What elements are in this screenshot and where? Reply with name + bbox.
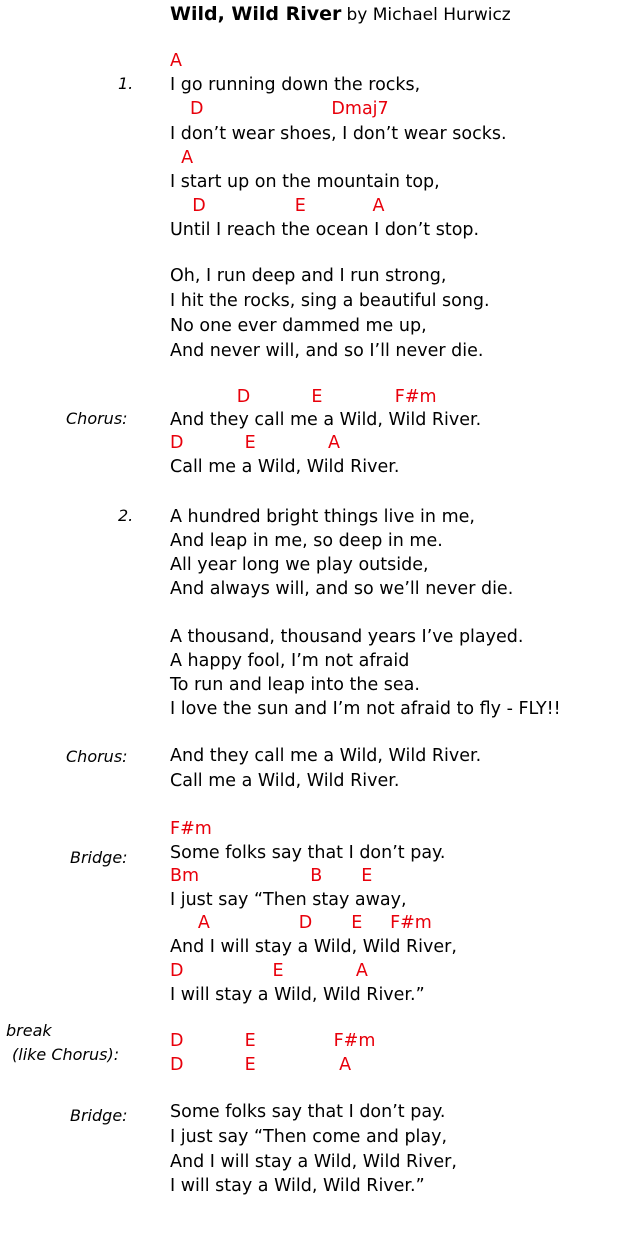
chorus-label: Chorus: [66,747,128,766]
chord-line: D E F#m [170,387,437,407]
lyric-line: All year long we play outside, [170,555,429,575]
lyric-line: No one ever dammed me up, [170,316,427,336]
lyric-line: I go running down the rocks, [170,75,421,95]
lyric-line: A thousand, thousand years I’ve played. [170,627,524,647]
verse-number-2: 2. [118,506,134,525]
verse-number-1: 1. [118,74,134,93]
lyric-line: A happy fool, I’m not afraid [170,651,410,671]
lyric-line: Until I reach the ocean I don’t stop. [170,220,480,240]
song-byline: by Michael Hurwicz [346,5,511,25]
lyric-line: Call me a Wild, Wild River. [170,457,400,477]
lyric-line: And never will, and so I’ll never die. [170,341,484,361]
chord-line: A [170,51,182,71]
lyric-line: And I will stay a Wild, Wild River, [170,1152,457,1172]
lyric-line: I start up on the mountain top, [170,172,440,192]
lyric-line: I love the sun and I’m not afraid to fly - FLY!! [170,699,561,719]
lyric-line: I hit the rocks, sing a beautiful song. [170,291,490,311]
lyric-line: I will stay a Wild, Wild River.” [170,1176,425,1196]
song-title-line [170,3,511,25]
lyric-line: Call me a Wild, Wild River. [170,771,400,791]
lyric-line: Some folks say that I don’t pay. [170,1102,446,1122]
break-label-sub: (like Chorus): [12,1045,120,1064]
lyric-line: And they call me a Wild, Wild River. [170,746,482,766]
chord-line: D E A [170,1055,352,1075]
chord-line: D Dmaj7 [190,99,389,119]
lyric-line: I just say “Then come and play, [170,1127,448,1147]
chord-line: D E F#m [170,1031,376,1051]
bridge-label: Bridge: [70,1106,128,1125]
lyric-line: To run and leap into the sea. [170,675,420,695]
chord-line: D E A [170,196,385,216]
lyric-line: And leap in me, so deep in me. [170,531,443,551]
chord-line: D E A [170,433,341,453]
lyric-line: And they call me a Wild, Wild River. [170,410,482,430]
lyric-line: I don’t wear shoes, I don’t wear socks. [170,124,507,144]
chorus-label: Chorus: [66,409,128,428]
song-title: Wild, Wild River [170,3,342,25]
lyric-line: A hundred bright things live in me, [170,507,475,527]
lyric-line: And I will stay a Wild, Wild River, [170,937,457,957]
bridge-label: Bridge: [70,848,128,867]
chord-line: D E A [170,961,368,981]
chord-line: Bm B E [170,866,373,886]
chord-line: F#m [170,819,212,839]
lyric-line: Some folks say that I don’t pay. [170,843,446,863]
lyric-line: I will stay a Wild, Wild River.” [170,985,425,1005]
break-label: break [6,1021,52,1040]
lyric-line: And always will, and so we’ll never die. [170,579,514,599]
lyric-line: Oh, I run deep and I run strong, [170,266,447,286]
chord-line: A D E F#m [170,913,432,933]
lyric-line: I just say “Then stay away, [170,890,407,910]
chord-line: A [170,148,194,168]
